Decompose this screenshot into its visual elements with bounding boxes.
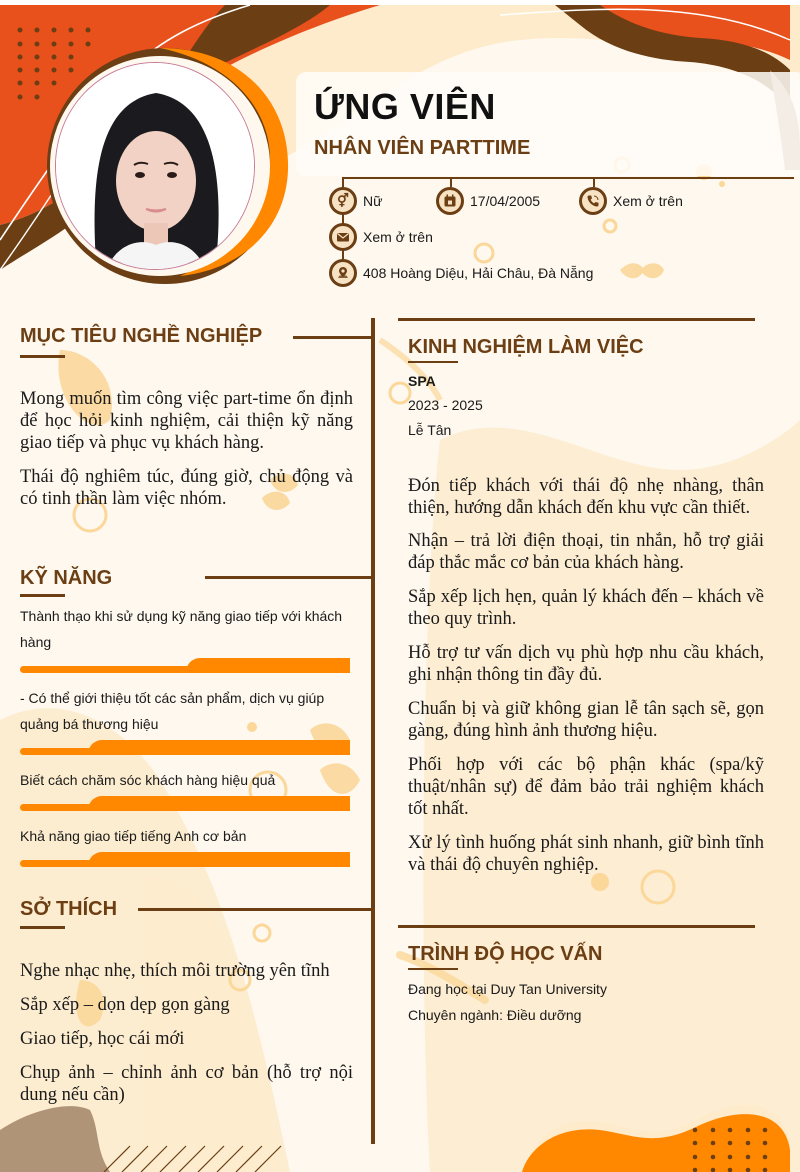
experience-duty: Chuẩn bị và giữ không gian lễ tân sạch sẽ, gọn gàng, đúng hình ảnh thương hiệu. (408, 699, 764, 741)
experience-underline (408, 361, 458, 363)
contact-connector-line (342, 177, 794, 179)
experience-duty: Xử lý tình huống phát sinh nhanh, giữ bình tĩnh và thái độ chuyên nghiệp. (408, 833, 764, 875)
calendar-icon (436, 187, 464, 215)
experience-period: 2023 - 2025 (408, 397, 483, 413)
education-line: Đang học tại Duy Tan University (408, 981, 607, 997)
objective-connector (293, 336, 373, 339)
experience-company: SPA (408, 373, 436, 389)
skill-bar-fill (186, 658, 350, 673)
contact-gender (329, 187, 382, 215)
skill-label: Biết cách chăm sóc khách hàng hiệu quả (20, 772, 276, 788)
birthday-value: 17/04/2005 (470, 193, 541, 209)
skills-title: KỸ NĂNG (20, 567, 113, 589)
skill-bar-fill (88, 740, 350, 755)
avatar-illustration (56, 63, 255, 270)
contact-connector-vertical (593, 177, 595, 187)
location-pin-icon (329, 259, 357, 287)
experience-duty: Nhận – trả lời điện thoại, tin nhắn, hỗ trợ giải đáp thắc mắc cơ bản của khách hàng. (408, 531, 764, 573)
candidate-name: ỨNG VIÊN (314, 86, 496, 127)
skills-connector (205, 576, 373, 579)
mail-icon (329, 223, 357, 251)
experience-duty: Hỗ trợ tư vấn dịch vụ phù hợp nhu cầu khách, ghi nhận thông tin đầy đủ. (408, 643, 764, 685)
skill-label: - Có thể giới thiệu tốt các sản phẩm, dịch vụ giúp quảng bá thương hiệu (20, 690, 325, 732)
contact-address (329, 259, 593, 287)
column-divider (371, 318, 375, 1144)
contact-birthday (436, 187, 540, 215)
experience-top-rule (398, 318, 755, 321)
skill-bar-fill (88, 852, 350, 867)
gender-value: Nữ (363, 193, 383, 209)
contact-phone (579, 187, 683, 215)
hobby-item: Nghe nhạc nhẹ, thích môi trường yên tĩnh (20, 961, 330, 981)
experience-duty: Phối hợp với các bộ phận khác (spa/kỹ thuật/nhân sự) để đảm bảo trải nghiệm khách tốt nhất. (408, 755, 764, 819)
email-value: Xem ở trên (363, 229, 433, 245)
contact-email (329, 223, 433, 251)
hobby-item: Giao tiếp, học cái mới (20, 1029, 185, 1049)
skill-bar (20, 740, 350, 755)
gender-icon: ⚥ (329, 187, 357, 215)
profile-photo (55, 62, 255, 270)
address-value: 408 Hoàng Diệu, Hải Châu, Đà Nẵng (363, 265, 594, 281)
education-line: Chuyên ngành: Điều dưỡng (408, 1007, 582, 1023)
skill-label: Thành thạo khi sử dụng kỹ năng giao tiếp với khách hàng (20, 608, 343, 650)
objective-title: MỤC TIÊU NGHỀ NGHIỆP (20, 325, 263, 347)
experience-title: KINH NGHIỆM LÀM VIỆC (408, 336, 644, 358)
hobbies-connector (138, 908, 373, 911)
hobby-item: Chụp ảnh – chỉnh ảnh cơ bản (hỗ trợ nội dung nếu cần) (20, 1063, 353, 1105)
hobbies-underline (20, 926, 65, 929)
education-top-rule (398, 925, 755, 928)
skill-bar (20, 852, 350, 867)
experience-duty: Đón tiếp khách với thái độ nhẹ nhàng, thân thiện, hướng dẫn khách đến khu vực cần thiết. (408, 476, 764, 518)
skill-bar-fill (88, 796, 350, 811)
education-underline (408, 968, 458, 970)
phone-value: Xem ở trên (613, 193, 683, 209)
candidate-role: NHÂN VIÊN PARTTIME (314, 137, 531, 159)
skills-underline (20, 594, 65, 597)
objective-underline (20, 355, 65, 358)
hobby-item: Sắp xếp – dọn dẹp gọn gàng (20, 995, 230, 1015)
phone-icon (579, 187, 607, 215)
education-title: TRÌNH ĐỘ HỌC VẤN (408, 943, 603, 965)
hobbies-title: SỞ THÍCH (20, 898, 118, 920)
skill-bar (20, 658, 350, 673)
objective-paragraph: Thái độ nghiêm túc, đúng giờ, chủ động và có tinh thần làm việc nhóm. (20, 467, 353, 509)
contact-connector-vertical (450, 177, 452, 187)
experience-duty: Sắp xếp lịch hẹn, quản lý khách đến – khách về theo quy trình. (408, 587, 764, 629)
objective-paragraph: Mong muốn tìm công việc part-time ổn định để học hỏi kinh nghiệm, cải thiện kỹ năng giao tiếp và phục vụ khách hàng. (20, 389, 353, 453)
experience-position: Lễ Tân (408, 422, 452, 438)
skill-label: Khả năng giao tiếp tiếng Anh cơ bản (20, 828, 247, 844)
skill-bar (20, 796, 350, 811)
